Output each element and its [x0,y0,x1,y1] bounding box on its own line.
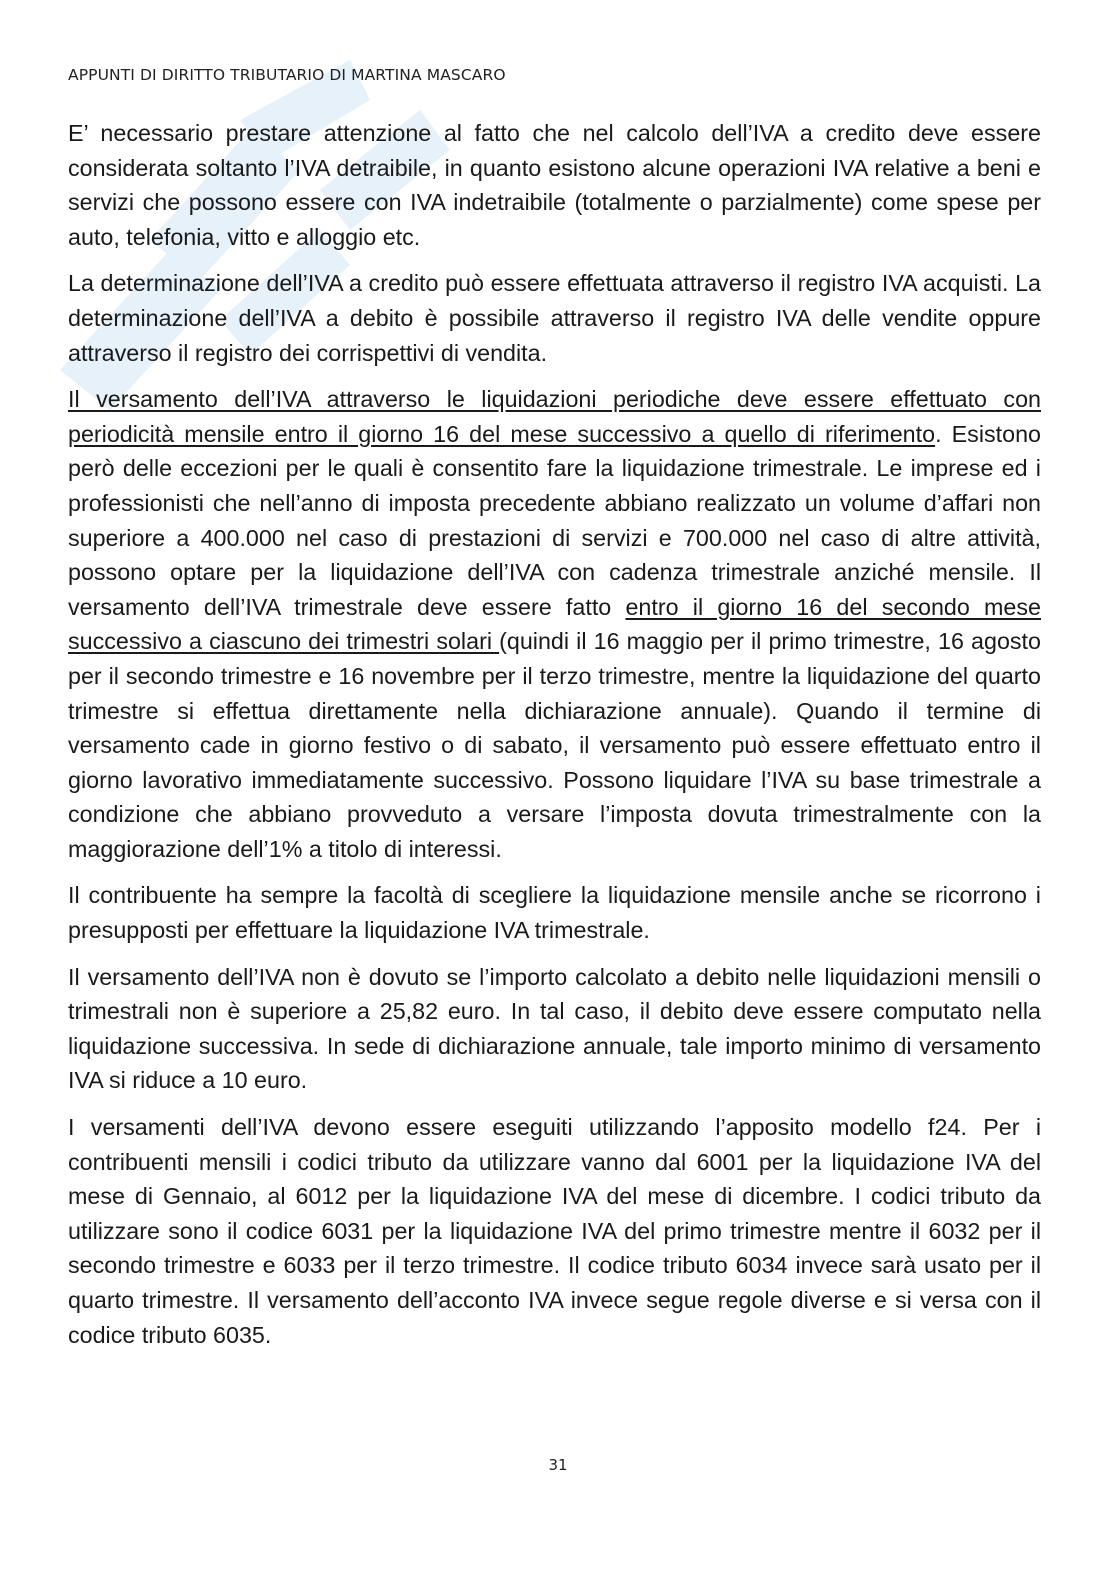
paragraph-codici-tributo: I versamenti dell’IVA devono essere eseguiti utilizzando l’apposito modello f24. Per i contribuenti mensili i codici tributo da utilizzare vanno dal 6001 per la liquidazione IVA del mese di Gennaio, al 6012 per la liquidazione IVA del mese di dicembre. I codici tributo da utilizzare sono il codice 6031 per la liquidazione IVA del primo trimestre mentre il 6032 per il secondo trimestre e 6033 per il terzo trimestre. Il codice tributo 6034 invece sarà usato per il quarto trimestre. Il versamento dell’acconto IVA invece segue regole diverse e si versa con il codice tributo 6035. [68,1114,1041,1348]
paragraph-text: . Esistono però delle eccezioni per le quali è consentito fare la liquidazione trimestrale. Le imprese ed i professionisti che nell’anno di imposta precedente abbiano realizzato un volume d’affari non superiore a 400.000 nel caso di prestazioni di servizi e 700.000 nel caso di altre attività, possono optare per la liquidazione dell’IVA con cadenza trimestrale anziché mensile. Il versamento dell’IVA trimestrale deve essere fatto [68,420,1041,620]
paragraph-importo-minimo: Il versamento dell’IVA non è dovuto se l’importo calcolato a debito nelle liquidazioni mensili o trimestrali non è superiore a 25,82 euro. In tal caso, il debito deve essere computato nella liquidazione successiva. In sede di dichiarazione annuale, tale importo minimo di versamento IVA si riduce a 10 euro. [68,963,1041,1094]
paragraph-iva-detraibile: E’ necessario prestare attenzione al fatto che nel calcolo dell’IVA a credito deve essere considerata soltanto l’IVA detraibile, in quanto esistono alcune operazioni IVA relative a beni e servizi che possono essere con IVA indetraibile (totalmente o parzialmente) come spese per auto, telefonia, vitto e alloggio etc. [68,120,1041,250]
paragraph-registri-iva: La determinazione dell’IVA a credito può essere effettuata attraverso il registro IVA acquisti. La determinazione dell’IVA a debito è possibile attraverso il registro IVA delle vendite oppure attraverso il registro dei corrispettivi di vendita. [68,270,1041,366]
paragraph-text: (quindi il 16 maggio per il primo trimestre, 16 agosto per il secondo trimestre e 16 novembre per il terzo trimestre, mentre la liquidazione del quarto trimestre si effettua direttamente nella dichiarazione annuale). Quando il termine di versamento cade in giorno festivo o di sabato, il versamento può essere effettuato entro il giorno lavorativo immediatamente successivo. Possono liquidare l’IVA su base trimestrale a condizione che abbiano provveduto a versare l’imposta dovuta trimestralmente con la maggiorazione dell’1% a titolo di interessi. [68,628,1041,862]
paragraph-facolta-contribuente: Il contribuente ha sempre la facoltà di scegliere la liquidazione mensile anche se ricorrono i presupposti per effettuare la liquidazione IVA trimestrale. [68,882,1041,944]
document-header: APPUNTI DI DIRITTO TRIBUTARIO DI MARTINA MASCARO [68,66,506,84]
paragraph-liquidazioni-periodiche [68,382,1041,866]
page-number: 31 [548,1456,568,1474]
document-body [68,116,1041,1364]
underlined-text-periodicita-mensile: Il versamento dell’IVA attraverso le liquidazioni periodiche deve essere effettuato con periodicità mensile entro il giorno 16 del mese successivo a quello di riferimento [68,386,1041,447]
underlined-text-termine-trimestrale: entro il giorno 16 del secondo mese successivo a ciascuno dei trimestri solari [68,593,1041,655]
